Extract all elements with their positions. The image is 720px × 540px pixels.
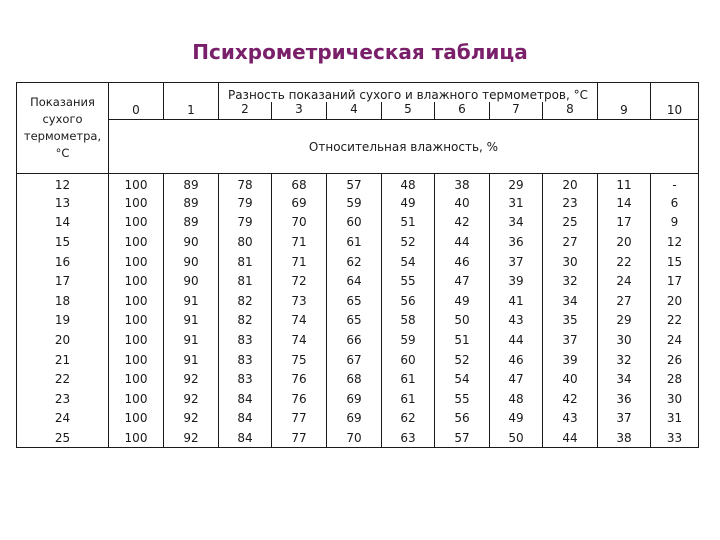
- temperature-cell: 16: [17, 252, 109, 272]
- humidity-cell: 40: [543, 369, 598, 389]
- humidity-cell: 82: [219, 311, 272, 331]
- humidity-cell: 91: [164, 291, 219, 311]
- row-header-label: Показания сухого термометра, °С: [17, 83, 109, 174]
- humidity-cell: 44: [435, 232, 490, 252]
- humidity-cell: 50: [435, 311, 490, 331]
- humidity-cell: 100: [109, 389, 164, 409]
- temperature-cell: 22: [17, 369, 109, 389]
- diff-header-label: Разность показаний сухого и влажного термометров, °С: [219, 83, 598, 102]
- humidity-cell: 24: [651, 330, 699, 350]
- humidity-cell: 100: [109, 409, 164, 429]
- humidity-cell: 75: [272, 350, 327, 370]
- temperature-cell: 20: [17, 330, 109, 350]
- humidity-cell: 69: [327, 389, 382, 409]
- humidity-cell: 90: [164, 252, 219, 272]
- humidity-cell: 47: [490, 369, 543, 389]
- humidity-cell: 37: [490, 252, 543, 272]
- humidity-cell: 91: [164, 311, 219, 331]
- humidity-cell: 76: [272, 389, 327, 409]
- humidity-cell: 49: [382, 193, 435, 213]
- humidity-cell: 51: [382, 213, 435, 233]
- humidity-cell: 100: [109, 330, 164, 350]
- humidity-cell: 79: [219, 193, 272, 213]
- humidity-cell: 74: [272, 311, 327, 331]
- humidity-cell: 44: [543, 428, 598, 448]
- humidity-cell: 83: [219, 350, 272, 370]
- humidity-cell: 64: [327, 271, 382, 291]
- humidity-cell: 57: [327, 174, 382, 194]
- humidity-cell: 100: [109, 193, 164, 213]
- humidity-cell: 100: [109, 369, 164, 389]
- humidity-cell: 36: [598, 389, 651, 409]
- humidity-cell: 27: [543, 232, 598, 252]
- humidity-cell: 52: [382, 232, 435, 252]
- column-header: 10: [651, 83, 699, 120]
- column-header: 8: [543, 102, 598, 120]
- humidity-cell: 100: [109, 232, 164, 252]
- humidity-cell: 80: [219, 232, 272, 252]
- table-row: [17, 311, 699, 331]
- humidity-cell: 92: [164, 428, 219, 448]
- humidity-cell: 70: [272, 213, 327, 233]
- temperature-cell: 23: [17, 389, 109, 409]
- humidity-cell: 41: [490, 291, 543, 311]
- column-header: 0: [109, 83, 164, 120]
- humidity-cell: 55: [435, 389, 490, 409]
- humidity-header-label: Относительная влажность, %: [109, 120, 699, 174]
- humidity-cell: 89: [164, 193, 219, 213]
- humidity-cell: 62: [382, 409, 435, 429]
- humidity-cell: 40: [435, 193, 490, 213]
- column-header: 3: [272, 102, 327, 120]
- humidity-cell: 11: [598, 174, 651, 194]
- humidity-cell: 63: [382, 428, 435, 448]
- humidity-cell: 43: [490, 311, 543, 331]
- table-row: [17, 232, 699, 252]
- table-row: [17, 389, 699, 409]
- humidity-cell: 26: [651, 350, 699, 370]
- humidity-cell: 77: [272, 409, 327, 429]
- humidity-cell: 60: [327, 213, 382, 233]
- humidity-cell: 61: [382, 369, 435, 389]
- humidity-cell: 84: [219, 428, 272, 448]
- humidity-cell: 42: [543, 389, 598, 409]
- humidity-cell: 100: [109, 252, 164, 272]
- table-row: [17, 252, 699, 272]
- humidity-cell: 100: [109, 174, 164, 194]
- humidity-cell: 100: [109, 291, 164, 311]
- humidity-cell: 34: [598, 369, 651, 389]
- humidity-cell: 100: [109, 428, 164, 448]
- temperature-cell: 21: [17, 350, 109, 370]
- humidity-cell: 66: [327, 330, 382, 350]
- humidity-cell: 82: [219, 291, 272, 311]
- humidity-cell: 56: [382, 291, 435, 311]
- table-row: [17, 350, 699, 370]
- humidity-cell: 100: [109, 350, 164, 370]
- table-row: [17, 330, 699, 350]
- humidity-cell: 56: [435, 409, 490, 429]
- humidity-cell: 37: [598, 409, 651, 429]
- humidity-cell: 31: [651, 409, 699, 429]
- temperature-cell: 18: [17, 291, 109, 311]
- humidity-cell: 89: [164, 174, 219, 194]
- humidity-cell: 70: [327, 428, 382, 448]
- humidity-cell: -: [651, 174, 699, 194]
- humidity-cell: 24: [598, 271, 651, 291]
- humidity-cell: 57: [435, 428, 490, 448]
- humidity-cell: 73: [272, 291, 327, 311]
- humidity-cell: 65: [327, 291, 382, 311]
- humidity-cell: 43: [543, 409, 598, 429]
- humidity-cell: 52: [435, 350, 490, 370]
- humidity-cell: 49: [435, 291, 490, 311]
- column-header: 6: [435, 102, 490, 120]
- humidity-cell: 30: [651, 389, 699, 409]
- humidity-cell: 34: [543, 291, 598, 311]
- humidity-cell: 68: [327, 369, 382, 389]
- humidity-cell: 92: [164, 369, 219, 389]
- humidity-cell: 30: [543, 252, 598, 272]
- humidity-cell: 67: [327, 350, 382, 370]
- temperature-cell: 14: [17, 213, 109, 233]
- humidity-cell: 83: [219, 330, 272, 350]
- humidity-cell: 25: [543, 213, 598, 233]
- humidity-cell: 49: [490, 409, 543, 429]
- table-row: [17, 369, 699, 389]
- column-header: 5: [382, 102, 435, 120]
- humidity-cell: 22: [598, 252, 651, 272]
- humidity-cell: 17: [598, 213, 651, 233]
- humidity-cell: 81: [219, 271, 272, 291]
- table-row: [17, 193, 699, 213]
- humidity-cell: 12: [651, 232, 699, 252]
- humidity-cell: 91: [164, 350, 219, 370]
- humidity-cell: 46: [490, 350, 543, 370]
- humidity-cell: 6: [651, 193, 699, 213]
- table-row: [17, 213, 699, 233]
- temperature-cell: 17: [17, 271, 109, 291]
- humidity-cell: 46: [435, 252, 490, 272]
- humidity-cell: 34: [490, 213, 543, 233]
- humidity-cell: 58: [382, 311, 435, 331]
- humidity-cell: 69: [327, 409, 382, 429]
- humidity-cell: 50: [490, 428, 543, 448]
- humidity-cell: 84: [219, 409, 272, 429]
- humidity-cell: 55: [382, 271, 435, 291]
- column-header: 1: [164, 83, 219, 120]
- humidity-cell: 100: [109, 213, 164, 233]
- humidity-cell: 20: [543, 174, 598, 194]
- humidity-cell: 37: [543, 330, 598, 350]
- humidity-cell: 100: [109, 271, 164, 291]
- humidity-cell: 92: [164, 409, 219, 429]
- humidity-cell: 72: [272, 271, 327, 291]
- humidity-cell: 76: [272, 369, 327, 389]
- humidity-cell: 59: [382, 330, 435, 350]
- humidity-cell: 81: [219, 252, 272, 272]
- humidity-cell: 14: [598, 193, 651, 213]
- humidity-cell: 60: [382, 350, 435, 370]
- humidity-cell: 23: [543, 193, 598, 213]
- humidity-cell: 90: [164, 232, 219, 252]
- humidity-cell: 42: [435, 213, 490, 233]
- humidity-cell: 90: [164, 271, 219, 291]
- humidity-cell: 38: [435, 174, 490, 194]
- humidity-cell: 44: [490, 330, 543, 350]
- humidity-cell: 17: [651, 271, 699, 291]
- humidity-cell: 79: [219, 213, 272, 233]
- humidity-cell: 68: [272, 174, 327, 194]
- humidity-cell: 29: [598, 311, 651, 331]
- humidity-cell: 33: [651, 428, 699, 448]
- table-row: [17, 291, 699, 311]
- temperature-cell: 12: [17, 174, 109, 194]
- column-header: 9: [598, 83, 651, 120]
- humidity-cell: 20: [598, 232, 651, 252]
- humidity-cell: 28: [651, 369, 699, 389]
- humidity-cell: 9: [651, 213, 699, 233]
- humidity-cell: 65: [327, 311, 382, 331]
- humidity-cell: 62: [327, 252, 382, 272]
- humidity-cell: 74: [272, 330, 327, 350]
- humidity-cell: 61: [382, 389, 435, 409]
- table-row: [17, 271, 699, 291]
- humidity-cell: 83: [219, 369, 272, 389]
- humidity-cell: 32: [598, 350, 651, 370]
- humidity-cell: 69: [272, 193, 327, 213]
- table-row: [17, 428, 699, 448]
- page-title: Психрометрическая таблица: [192, 40, 528, 64]
- humidity-cell: 39: [490, 271, 543, 291]
- humidity-cell: 39: [543, 350, 598, 370]
- humidity-cell: 61: [327, 232, 382, 252]
- humidity-cell: 30: [598, 330, 651, 350]
- humidity-cell: 92: [164, 389, 219, 409]
- humidity-cell: 31: [490, 193, 543, 213]
- humidity-cell: 47: [435, 271, 490, 291]
- humidity-cell: 71: [272, 252, 327, 272]
- humidity-cell: 48: [382, 174, 435, 194]
- humidity-cell: 22: [651, 311, 699, 331]
- table-row: [17, 409, 699, 429]
- table-row: [17, 174, 699, 194]
- humidity-cell: 15: [651, 252, 699, 272]
- temperature-cell: 24: [17, 409, 109, 429]
- humidity-cell: 29: [490, 174, 543, 194]
- humidity-cell: 32: [543, 271, 598, 291]
- temperature-cell: 15: [17, 232, 109, 252]
- humidity-cell: 78: [219, 174, 272, 194]
- humidity-cell: 77: [272, 428, 327, 448]
- temperature-cell: 25: [17, 428, 109, 448]
- humidity-cell: 89: [164, 213, 219, 233]
- temperature-cell: 19: [17, 311, 109, 331]
- humidity-cell: 91: [164, 330, 219, 350]
- humidity-cell: 100: [109, 311, 164, 331]
- column-header: 4: [327, 102, 382, 120]
- humidity-cell: 27: [598, 291, 651, 311]
- humidity-cell: 71: [272, 232, 327, 252]
- humidity-cell: 38: [598, 428, 651, 448]
- humidity-cell: 20: [651, 291, 699, 311]
- humidity-cell: 51: [435, 330, 490, 350]
- temperature-cell: 13: [17, 193, 109, 213]
- humidity-cell: 35: [543, 311, 598, 331]
- humidity-cell: 54: [435, 369, 490, 389]
- column-header: 7: [490, 102, 543, 120]
- humidity-cell: 54: [382, 252, 435, 272]
- humidity-cell: 59: [327, 193, 382, 213]
- humidity-cell: 84: [219, 389, 272, 409]
- column-header: 2: [219, 102, 272, 120]
- psychrometric-table: [16, 82, 699, 448]
- humidity-cell: 48: [490, 389, 543, 409]
- humidity-cell: 36: [490, 232, 543, 252]
